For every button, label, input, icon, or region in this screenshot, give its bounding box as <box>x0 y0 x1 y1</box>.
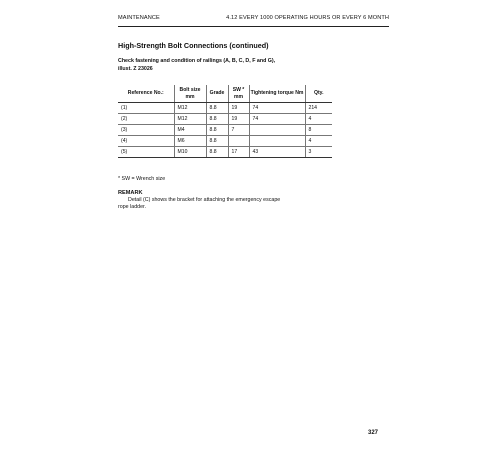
cell-torque <box>249 136 305 147</box>
cell-torque: 43 <box>249 147 305 158</box>
remark-title: REMARK <box>118 190 143 196</box>
cell-bolt-size: M12 <box>174 103 206 114</box>
col-header-grade: Grade <box>206 85 228 103</box>
intro-text: Check fastening and condition of railings (A, B, C, D, F and G), illust. Z 23026 <box>118 58 276 72</box>
cell-reference: (2) <box>118 114 174 125</box>
cell-torque <box>249 125 305 136</box>
cell-grade: 8.8 <box>206 147 228 158</box>
cell-bolt-size: M6 <box>174 136 206 147</box>
cell-sw: 19 <box>228 114 249 125</box>
table-row <box>118 103 332 114</box>
cell-bolt-size: M10 <box>174 147 206 158</box>
cell-sw <box>228 136 249 147</box>
cell-grade: 8.8 <box>206 125 228 136</box>
section-title: High-Strength Bolt Connections (continued) <box>118 41 269 50</box>
footnote: * SW = Wrench size <box>118 176 166 182</box>
cell-sw: 19 <box>228 103 249 114</box>
cell-sw: 17 <box>228 147 249 158</box>
cell-reference: (3) <box>118 125 174 136</box>
cell-reference: (5) <box>118 147 174 158</box>
col-header-sw: SW * mm <box>228 85 249 103</box>
cell-bolt-size: M12 <box>174 114 206 125</box>
cell-grade: 8.8 <box>206 136 228 147</box>
header-divider <box>118 26 389 27</box>
col-header-bolt-size: Bolt size mm <box>174 85 206 103</box>
cell-qty: 3 <box>305 147 332 158</box>
cell-qty: 214 <box>305 103 332 114</box>
table-row <box>118 147 332 158</box>
cell-qty: 4 <box>305 136 332 147</box>
remark-text: Detail (C) shows the bracket for attaching the emergency escape rope ladder. <box>118 197 281 210</box>
header-chapter: MAINTENANCE <box>118 15 160 21</box>
cell-reference: (4) <box>118 136 174 147</box>
cell-sw: 7 <box>228 125 249 136</box>
table-row <box>118 125 332 136</box>
cell-grade: 8.8 <box>206 114 228 125</box>
col-header-torque: Tightening torque Nm <box>249 85 305 103</box>
cell-torque: 74 <box>249 114 305 125</box>
table-header-row <box>118 85 332 103</box>
table-row <box>118 114 332 125</box>
table-row <box>118 136 332 147</box>
cell-reference: (1) <box>118 103 174 114</box>
cell-grade: 8.8 <box>206 103 228 114</box>
col-header-reference: Reference No.: <box>118 85 174 103</box>
cell-torque: 74 <box>249 103 305 114</box>
bolt-connections-table <box>118 85 332 158</box>
cell-qty: 8 <box>305 125 332 136</box>
cell-bolt-size: M4 <box>174 125 206 136</box>
header-section: 4.12 EVERY 1000 OPERATING HOURS OR EVERY 6 MONTH <box>226 15 389 21</box>
page-number: 327 <box>368 430 379 436</box>
col-header-qty: Qty. <box>305 85 332 103</box>
cell-qty: 4 <box>305 114 332 125</box>
